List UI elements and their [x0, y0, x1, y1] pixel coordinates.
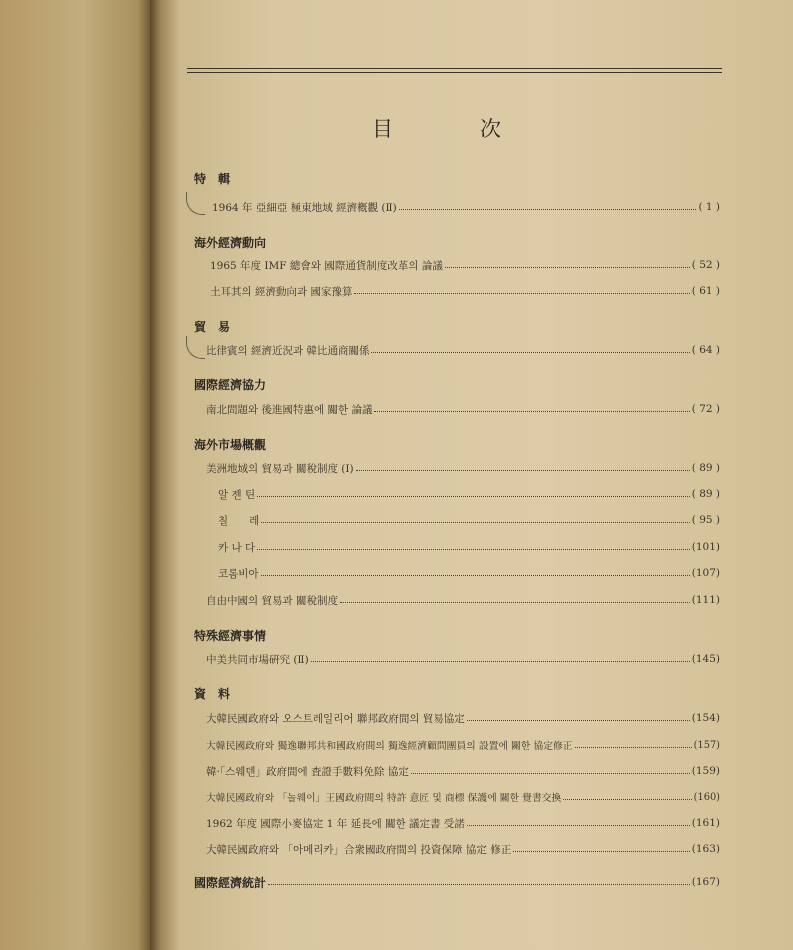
book-gutter — [150, 0, 180, 950]
top-rule — [187, 68, 722, 69]
section-heading: 海外市場概觀 — [194, 438, 267, 452]
dot-leader — [311, 660, 690, 662]
entry-title: 칠 레 — [218, 514, 260, 527]
toc-entry[interactable] — [206, 764, 720, 778]
dot-leader — [411, 772, 690, 774]
entry-title: 大韓民國政府와 「아메리카」合衆國政府間의 投資保障 協定 修正 — [206, 843, 512, 856]
entry-page: (145) — [691, 653, 720, 665]
toc-entry[interactable] — [218, 487, 720, 501]
entry-title: 美洲地域의 貿易과 關稅制度 (Ⅰ) — [206, 462, 354, 475]
entry-title: 카 나 다 — [218, 541, 256, 554]
entry-title: 1962 年度 國際小麥協定 1 年 延長에 關한 議定書 受諾 — [206, 817, 465, 830]
section-heading: 國際經濟統計 — [194, 875, 267, 890]
entry-page: (160) — [693, 791, 720, 803]
entry-page: ( 64 ) — [691, 344, 720, 356]
entry-page: ( 89 ) — [691, 488, 720, 500]
entry-page: (167) — [691, 876, 720, 888]
entry-title: 1965 年度 IMF 總會와 國際通貨制度改革의 論議 — [210, 259, 443, 272]
entry-page: (161) — [691, 817, 720, 829]
dot-leader — [257, 495, 690, 497]
entry-page: (154) — [691, 712, 720, 724]
toc-entry[interactable] — [206, 711, 720, 725]
dot-leader — [261, 521, 689, 523]
entry-page: (157) — [693, 739, 720, 751]
entry-title: 韓·「스웨덴」政府間에 査證手數料免除 協定 — [206, 765, 409, 778]
entry-title: 比律賓의 經濟近況과 韓比通商關係 — [206, 344, 370, 357]
toc-entry[interactable] — [210, 284, 720, 298]
section-heading: 特 輯 — [194, 172, 231, 186]
entry-page: (101) — [691, 541, 720, 553]
toc-entry[interactable] — [210, 258, 720, 272]
toc-entry[interactable] — [206, 790, 720, 804]
entry-page: ( 61 ) — [691, 285, 720, 297]
top-rule — [187, 72, 722, 73]
entry-title: 코롬비아 — [218, 567, 259, 580]
entry-title: 中美共同市場硏究 (Ⅱ) — [206, 653, 309, 666]
section-heading: 特殊經濟事情 — [194, 629, 267, 643]
section-heading: 貿 易 — [194, 320, 231, 334]
entry-page: ( 72 ) — [691, 403, 720, 415]
dot-leader — [268, 883, 690, 885]
entry-title: 1964 年 亞細亞 極東地域 經濟槪觀 (Ⅱ) — [212, 201, 397, 214]
entry-page: (111) — [691, 594, 720, 606]
toc-entry[interactable] — [206, 816, 720, 830]
toc-entry[interactable] — [194, 875, 720, 889]
section-heading: 資 料 — [194, 687, 231, 701]
toc-entry[interactable] — [206, 343, 720, 357]
entry-title: 土耳其의 經濟動向과 國家豫算 — [210, 285, 353, 298]
entry-title: 알 젠 틴 — [218, 488, 256, 501]
toc-entry[interactable] — [218, 540, 720, 554]
dot-leader — [340, 601, 690, 603]
dot-leader — [575, 746, 692, 748]
dot-leader — [356, 469, 690, 471]
dot-leader — [399, 208, 697, 210]
toc-entry[interactable] — [218, 566, 720, 580]
dot-leader — [513, 850, 690, 852]
dot-leader — [445, 266, 690, 268]
dot-leader — [261, 574, 690, 576]
toc-entry[interactable] — [206, 842, 720, 856]
entry-title: 大韓民國政府와 오스트레일리어 聯邦政府間의 貿易協定 — [206, 712, 465, 725]
section-heading: 國際經濟協力 — [194, 378, 267, 392]
toc-entry[interactable] — [206, 402, 720, 416]
entry-title: 大韓民國政府와 獨逸聯邦共和國政府間의 獨逸經濟顧問團員의 設置에 關한 協定修正 — [206, 741, 573, 752]
toc-entry[interactable] — [206, 652, 720, 666]
dot-leader — [467, 719, 690, 721]
toc-entry[interactable] — [218, 513, 720, 527]
entry-page: (159) — [691, 765, 720, 777]
toc-entry[interactable] — [206, 593, 720, 607]
entry-title: 南北問題와 後進國特惠에 關한 論議 — [206, 403, 373, 416]
toc-entry[interactable] — [212, 200, 720, 214]
toc-entry[interactable] — [206, 461, 720, 475]
entry-page: (163) — [691, 843, 720, 855]
entry-page: ( 52 ) — [691, 259, 720, 271]
dot-leader — [371, 351, 689, 353]
entry-page: (107) — [691, 567, 720, 579]
entry-page: ( 89 ) — [691, 462, 720, 474]
entry-title: 大韓民國政府와 「놀웨이」王國政府間의 特許 意匠 및 商標 保護에 關한 覺書交換 — [206, 793, 562, 804]
entry-page: ( 1 ) — [698, 201, 720, 213]
dot-leader — [354, 292, 689, 294]
entry-title: 自由中國의 貿易과 關稅制度 — [206, 594, 338, 607]
left-page — [0, 0, 150, 950]
dot-leader — [374, 410, 689, 412]
entry-page: ( 95 ) — [691, 514, 720, 526]
section-heading: 海外經濟動向 — [194, 236, 267, 250]
toc-entry[interactable] — [206, 738, 720, 752]
title-char: 目 — [372, 117, 393, 141]
dot-leader — [563, 798, 691, 800]
dot-leader — [257, 548, 690, 550]
dot-leader — [467, 824, 690, 826]
title-char: 次 — [480, 117, 501, 141]
